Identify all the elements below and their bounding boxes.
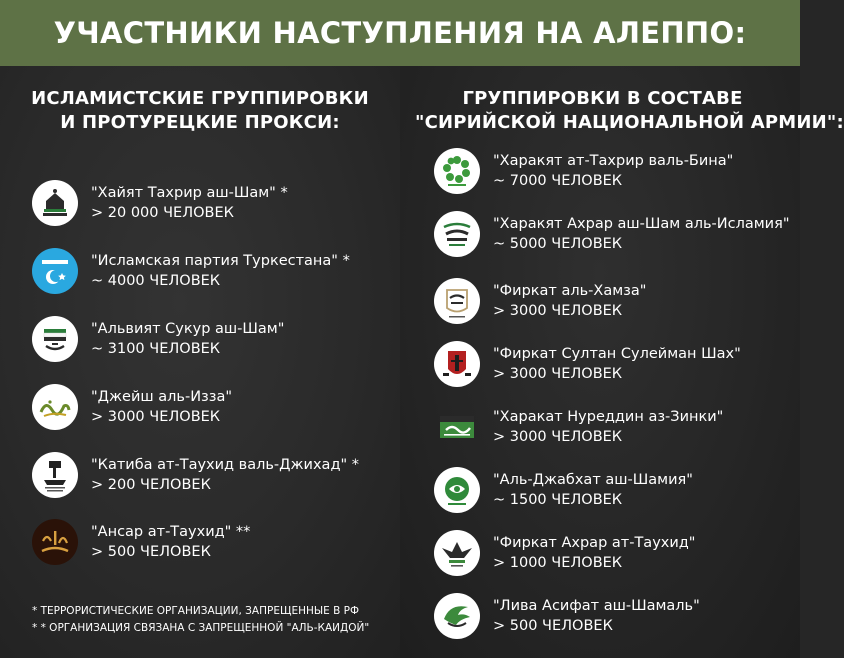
zinki-logo-icon	[434, 404, 480, 450]
left-item-5	[32, 452, 359, 498]
tip-flag-logo-icon	[32, 248, 78, 294]
left-panel	[0, 66, 400, 658]
footnotes	[32, 603, 392, 637]
right-item-1	[434, 148, 733, 194]
item-name: "Харакат Нуреддин аз-Зинки"	[493, 408, 724, 425]
title-banner	[0, 0, 800, 66]
suqur-logo-icon	[32, 316, 78, 362]
item-count: ~ 3100 ЧЕЛОВЕК	[91, 340, 221, 357]
left-column-heading: ИСЛАМИСТСКИЕ ГРУППИРОВКИ И ПРОТУРЕЦКИЕ ПРОКСИ:	[31, 88, 369, 133]
item-name: "Исламская партия Туркестана" *	[91, 252, 350, 269]
right-item-7	[434, 530, 695, 576]
item-name: "Хайят Тахрир аш-Шам" *	[91, 184, 288, 201]
right-item-3	[434, 278, 646, 324]
right-column-heading: ГРУППИРОВКИ В СОСТАВЕ "СИРИЙСКОЙ НАЦИОНАЛЬНОЙ АРМИИ":	[415, 88, 844, 133]
ansar-logo-icon	[32, 519, 78, 565]
ahrar-tawhid-logo-icon	[434, 530, 480, 576]
item-name: "Лива Асифат аш-Шамаль"	[493, 597, 700, 614]
right-item-4	[434, 341, 741, 387]
right-item-8	[434, 593, 700, 639]
ahrar-sham-logo-icon	[434, 211, 480, 257]
item-count: > 500 ЧЕЛОВЕК	[493, 617, 613, 634]
tahrir-bina-logo-icon	[434, 148, 480, 194]
item-name: "Альвият Сукур аш-Шам"	[91, 320, 285, 337]
item-name: "Фиркат аль-Хамза"	[493, 282, 647, 299]
item-count: > 500 ЧЕЛОВЕК	[91, 543, 211, 560]
item-count: > 1000 ЧЕЛОВЕК	[493, 554, 623, 571]
footnote-al-qaeda: * * ОРГАНИЗАЦИЯ СВЯЗАНА С ЗАПРЕЩЕННОЙ "АЛЬ-КАИДОЙ"	[32, 622, 370, 634]
sultan-shah-logo-icon	[434, 341, 480, 387]
item-count: ~ 4000 ЧЕЛОВЕК	[91, 272, 221, 289]
hts-logo-icon	[32, 180, 78, 226]
item-name: "Аль-Джабхат аш-Шамия"	[493, 471, 693, 488]
left-item-6	[32, 519, 250, 565]
item-count: > 3000 ЧЕЛОВЕК	[493, 428, 623, 445]
ktj-logo-icon	[32, 452, 78, 498]
item-name: "Катиба ат-Таухид валь-Джихад" *	[91, 456, 359, 473]
item-name: "Фиркат Ахрар ат-Таухид"	[493, 534, 696, 551]
hamza-logo-icon	[434, 278, 480, 324]
item-count: > 3000 ЧЕЛОВЕК	[493, 365, 623, 382]
footnote-terrorist: * ТЕРРОРИСТИЧЕСКИЕ ОРГАНИЗАЦИИ, ЗАПРЕЩЕННЫЕ В РФ	[32, 605, 360, 617]
asifat-logo-icon	[434, 593, 480, 639]
izza-logo-icon	[32, 384, 78, 430]
item-count: ~ 1500 ЧЕЛОВЕК	[493, 491, 623, 508]
item-count: > 3000 ЧЕЛОВЕК	[91, 408, 221, 425]
right-item-6	[434, 467, 693, 513]
item-name: "Харакят ат-Тахрир валь-Бина"	[493, 152, 734, 169]
item-name: "Фиркат Султан Сулейман Шах"	[493, 345, 741, 362]
item-count: ~ 5000 ЧЕЛОВЕК	[493, 235, 623, 252]
page-title: УЧАСТНИКИ НАСТУПЛЕНИЯ НА АЛЕППО:	[53, 16, 747, 50]
right-item-2	[434, 211, 790, 257]
item-count: > 20 000 ЧЕЛОВЕК	[91, 204, 234, 221]
item-name: "Харакят Ахрар аш-Шам аль-Исламия"	[493, 215, 790, 232]
shamiya-logo-icon	[434, 467, 480, 513]
left-item-4	[32, 384, 232, 430]
item-count: > 3000 ЧЕЛОВЕК	[493, 302, 623, 319]
right-item-5	[434, 404, 723, 450]
left-item-1	[32, 180, 288, 226]
item-count: ~ 7000 ЧЕЛОВЕК	[493, 172, 623, 189]
left-item-3	[32, 316, 284, 362]
item-name: "Ансар ат-Таухид" **	[91, 523, 251, 540]
item-name: "Джейш аль-Изза"	[91, 388, 233, 405]
left-item-2	[32, 248, 350, 294]
item-count: > 200 ЧЕЛОВЕК	[91, 476, 211, 493]
